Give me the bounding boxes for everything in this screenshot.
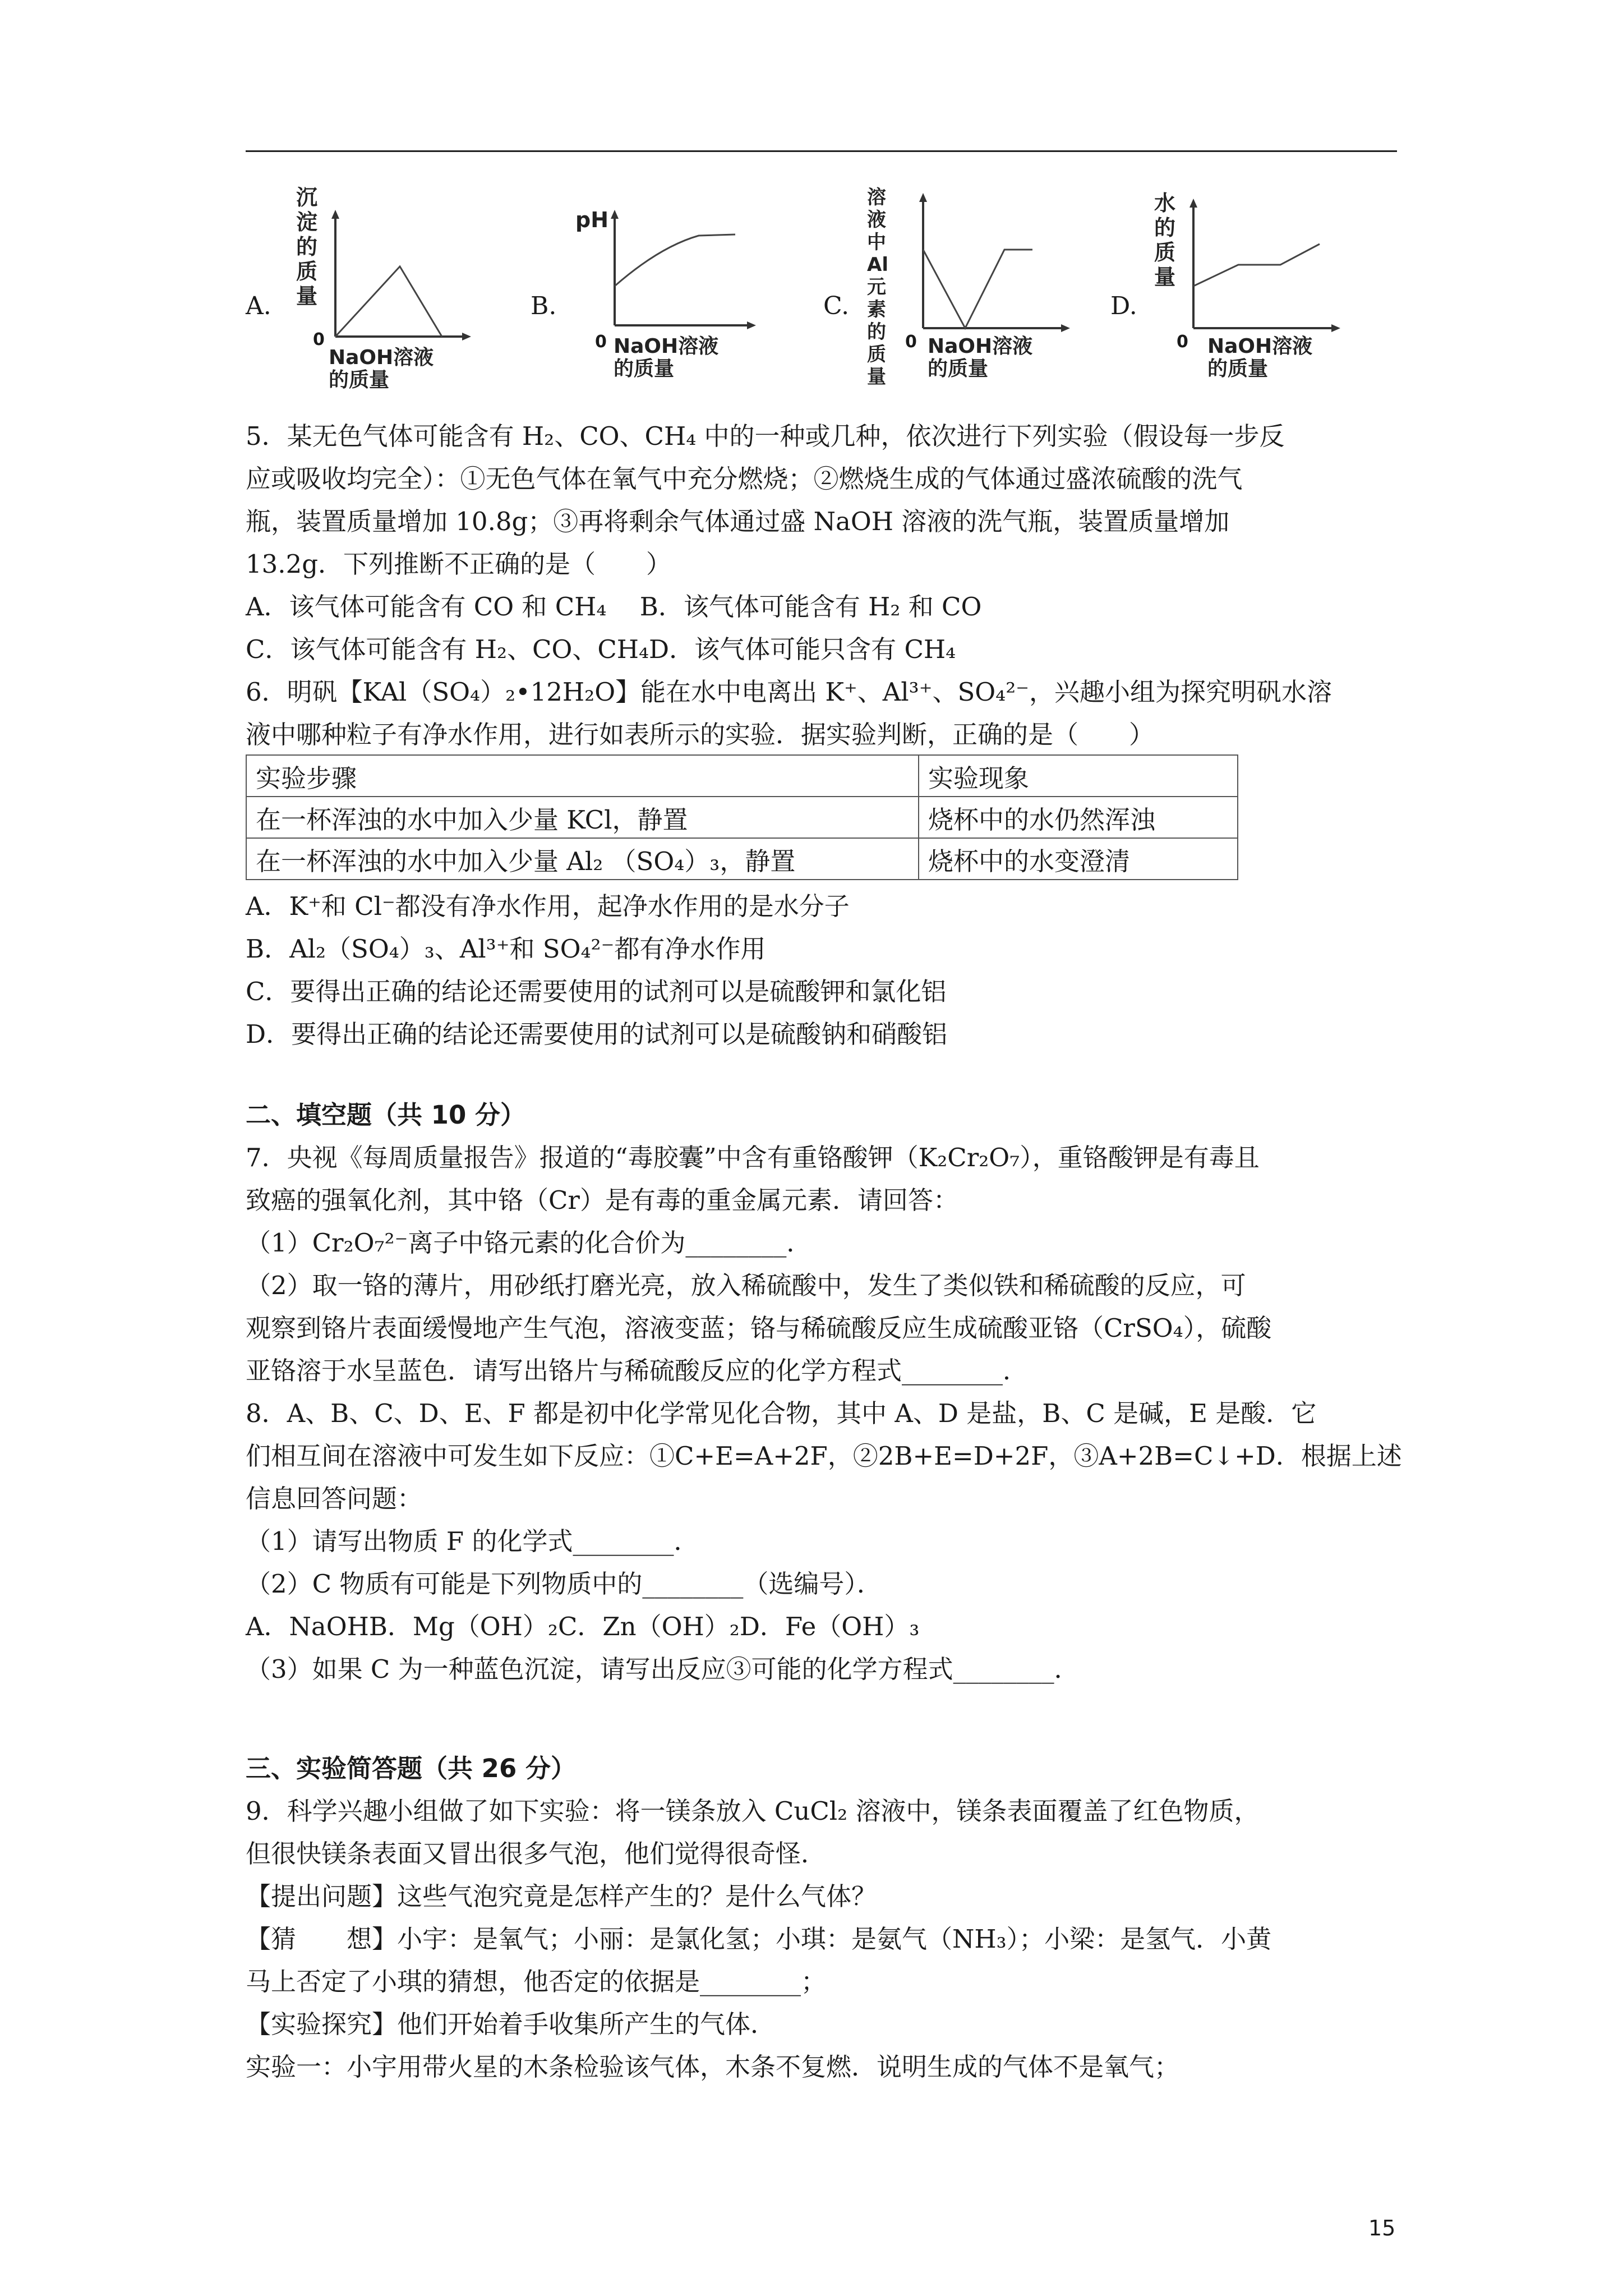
y-axis-label: 溶液 中Al 元素 的质 量: [867, 186, 888, 388]
origin-label: 0: [313, 330, 325, 349]
origin-label: 0: [595, 332, 607, 352]
q5-line-1: 5．某无色气体可能含有 H₂、CO、CH₄ 中的一种或几种，依次进行下列实验（假设每一步反: [246, 421, 1285, 451]
q7-line-2: 致癌的强氧化剂，其中铬（Cr）是有毒的重金属元素．请回答：: [246, 1185, 958, 1215]
option-c-chart: [823, 186, 1109, 393]
q9-line-3: 【提出问题】这些气泡究竟是怎样产生的？是什么气体？: [246, 1881, 877, 1911]
option-a-chart: [246, 185, 532, 393]
q8-options: A．NaOHB．Mg（OH）₂C．Zn（OH）₂D．Fe（OH）₃: [246, 1612, 920, 1641]
table-cell: 烧杯中的水仍然浑浊: [919, 797, 1238, 838]
experiment-table: [246, 754, 1238, 880]
x-axis-label: NaOH溶液 的质量: [1207, 335, 1313, 380]
q6-line-2: 液中哪种粒子有净水作用，进行如表所示的实验．据实验判断，正确的是（ ）: [246, 720, 1155, 749]
option-letter: B.: [531, 292, 557, 320]
q7-line-1: 7．央视《每周质量报告》报道的“毒胶囊”中含有重铬酸钾（K₂Cr₂O₇），重铬酸钾是有毒且: [246, 1143, 1260, 1172]
y-axis-label: 沉 淀 的 质 量: [296, 185, 318, 309]
table-cell: 在一杯浑浊的水中加入少量 Al₂ （SO₄）₃，静置: [246, 838, 919, 880]
x-axis-label: NaOH溶液 的质量: [928, 335, 1033, 380]
q8-part-2: （2）C 物质有可能是下列物质中的________（选编号）．: [246, 1569, 882, 1599]
table-row: [246, 797, 1238, 838]
section-3: [246, 1747, 1401, 2088]
q9-line-5: 马上否定了小琪的猜想，他否定的依据是________；: [246, 1967, 827, 1996]
q6-option-c: C．要得出正确的结论还需要使用的试剂可以是硫酸钾和氯化铝: [246, 977, 947, 1006]
table-cell: 在一杯浑浊的水中加入少量 KCl，静置: [246, 797, 919, 838]
origin-label: 0: [1177, 332, 1188, 352]
option-d-chart: [1110, 191, 1396, 393]
q5-options-cd: C．该气体可能含有 H₂、CO、CH₄D．该气体可能只含有 CH₄: [246, 634, 956, 664]
question-5: [246, 415, 1401, 756]
q5-line-2: 应或吸收均完全）：①无色气体在氧气中充分燃烧；②燃烧生成的气体通过盛浓硫酸的洗气: [246, 464, 1243, 494]
y-axis-label: pH: [575, 208, 609, 232]
q6-line-1: 6．明矾【KAl（SO₄）₂•12H₂O】能在水中电离出 K⁺、Al³⁺、SO₄²⁻，兴趣小组为探究明矾水溶: [246, 677, 1332, 707]
chart-c-plot: [917, 196, 1086, 353]
y-axis-label: 水 的 质 量: [1154, 191, 1176, 289]
q9-line-7: 实验一：小宇用带火星的木条检验该气体，木条不复燃．说明生成的气体不是氧气；: [246, 2052, 1180, 2082]
q6-option-d: D．要得出正确的结论还需要使用的试剂可以是硫酸钠和硝酸铝: [246, 1019, 948, 1049]
q8-part-1: （1）请写出物质 F 的化学式________．: [246, 1526, 699, 1556]
section-heading: 三、实验简答题（共 26 分）: [246, 1754, 576, 1783]
q6-option-a: A．K⁺和 Cl⁻都没有净水作用，起净水作用的是水分子: [246, 891, 850, 921]
q5-line-4: 13.2g．下列推断不正确的是（ ）: [246, 549, 672, 579]
option-b-chart: [531, 191, 817, 393]
x-axis-label: NaOH溶液 的质量: [614, 335, 719, 380]
q7-part-2-line-1: （2）取一铬的薄片，用砂纸打磨光亮，放入稀硫酸中，发生了类似铁和稀硫酸的反应，可: [246, 1271, 1246, 1300]
table-header-row: [246, 755, 1238, 797]
q8-line-2: 们相互间在溶液中可发生如下反应：①C+E=A+2F，②2B+E=D+2F，③A+2B=C↓+D．根据上述: [246, 1441, 1402, 1471]
table-header: 实验现象: [919, 755, 1238, 797]
header-rule: [246, 150, 1397, 152]
q8-part-3: （3）如果 C 为一种蓝色沉淀，请写出反应③可能的化学方程式________．: [246, 1654, 1080, 1684]
q7-part-2-line-3: 亚铬溶于水呈蓝色．请写出铬片与稀硫酸反应的化学方程式________．: [246, 1356, 1029, 1386]
q8-line-1: 8．A、B、C、D、E、F 都是初中化学常见化合物，其中 A、D 是盐，B、C 是碱，E 是酸．它: [246, 1398, 1317, 1428]
table-row: [246, 838, 1238, 880]
q9-line-2: 但很快镁条表面又冒出很多气泡，他们觉得很奇怪．: [246, 1839, 827, 1869]
q6-option-b: B．Al₂（SO₄）₃、Al³⁺和 SO₄²⁻都有净水作用: [246, 934, 766, 964]
option-letter: A.: [246, 292, 271, 320]
page-number: 15: [1368, 2216, 1396, 2240]
question-6-options: [246, 885, 1401, 1056]
q9-line-1: 9．科学兴趣小组做了如下实验：将一镁条放入 CuCl₂ 溶液中，镁条表面覆盖了红色物质，: [246, 1796, 1260, 1826]
q7-part-1: （1）Cr₂O₇²⁻离子中铬元素的化合价为________．: [246, 1228, 812, 1258]
q5-line-3: 瓶，装置质量增加 10.8g；③再将剩余气体通过盛 NaOH 溶液的洗气瓶，装置质量增加: [246, 507, 1230, 536]
option-charts: [246, 185, 1479, 393]
q8-line-3: 信息回答问题：: [246, 1484, 423, 1513]
x-axis-label: NaOH溶液 的质量: [329, 346, 434, 392]
q9-line-6: 【实验探究】他们开始着手收集所产生的气体．: [246, 2009, 776, 2039]
section-2: [246, 1094, 1401, 1691]
q7-part-2-line-2: 观察到铬片表面缓慢地产生气泡，溶液变蓝；铬与稀硫酸反应生成硫酸亚铬（CrSO₄），硫酸: [246, 1313, 1272, 1343]
origin-label: 0: [905, 332, 917, 352]
option-letter: C.: [823, 292, 850, 320]
section-heading: 二、填空题（共 10 分）: [246, 1100, 525, 1130]
option-letter: D.: [1110, 292, 1137, 320]
q9-line-4: 【猜 想】小宇：是氧气；小丽：是氯化氢；小琪：是氨气（NH₃）；小梁：是氢气．小黄: [246, 1924, 1272, 1954]
q5-options-ab: A．该气体可能含有 CO 和 CH₄ B．该气体可能含有 H₂ 和 CO: [246, 592, 982, 622]
table-cell: 烧杯中的水变澄清: [919, 838, 1238, 880]
table-header: 实验步骤: [246, 755, 919, 797]
